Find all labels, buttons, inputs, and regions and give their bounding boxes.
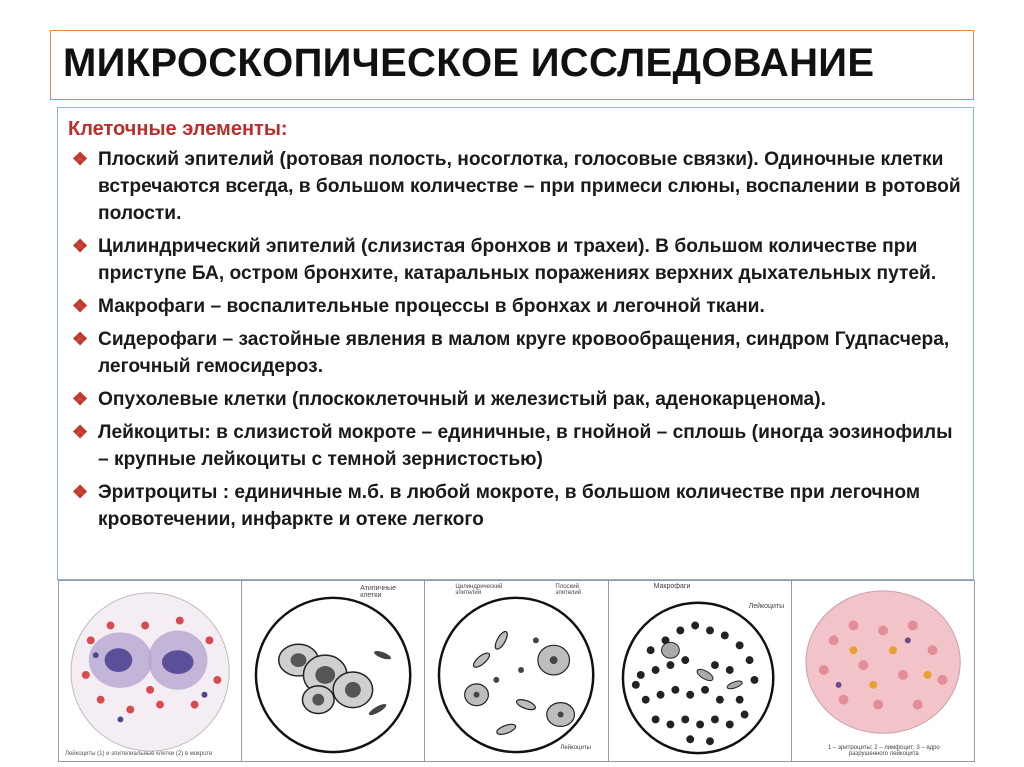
bullet-item: ❖ Опухолевые клетки (плоскоклеточный и железистый рак, аденокарценома). [66, 386, 961, 413]
diamond-bullet-icon: ❖ [72, 482, 89, 502]
figure-caption: Лейкоциты (1) и эпителиальные клетки (2) в мокроте [65, 751, 213, 757]
diamond-bullet-icon: ❖ [72, 296, 89, 316]
figure-label-macrophages: Макрофаги [653, 583, 691, 590]
section-label: Клеточные элементы: [68, 118, 288, 140]
smear-illustration [59, 581, 241, 761]
figure-erythrocytes [791, 580, 975, 762]
figure-label: Атипичные клетки [360, 585, 396, 599]
figure-label-leukocytes: Лейкоциты [560, 745, 591, 751]
figure-caption: 1 – эритроциты; 2 – лимфоцит; 3 – ядро разрушенного лейкоцита [827, 745, 940, 757]
figure-label-leukocytes: Лейкоциты [748, 603, 785, 610]
bullet-item: ❖ Плоский эпителий (ротовая полость, носоглотка, голосовые связки). Одиночные клетки встречаются всегда, в большом количестве – при примеси слюны, воспалении в ротовой полости. [66, 146, 961, 227]
atypical-cells-illustration [242, 581, 424, 761]
figure-label-cylindrical: Цилиндрический эпителий [455, 584, 503, 596]
bullet-item: ❖ Цилиндрический эпителий (слизистая бронхов и трахеи). В большом количестве при приступе БА, остром бронхите, катаральных поражениях верхних дыхательных путей. [66, 233, 961, 287]
figure-label-flat: Плоский эпителий [555, 584, 582, 596]
figure-macrophages [608, 580, 792, 762]
diamond-bullet-icon: ❖ [72, 236, 89, 256]
bullet-item: ❖ Макрофаги – воспалительные процессы в бронхах и легочной ткани. [66, 293, 961, 320]
bullet-item: ❖ Лейкоциты: в слизистой мокроте – единичные, в гнойной – сплошь (иногда эозинофилы – крупные лейкоциты с темной зернистостью) [66, 419, 961, 473]
figure-strip [58, 580, 974, 762]
bullet-item: ❖ Сидерофаги – застойные явления в малом круге кровообращения, синдром Гудпасчера, легочный гемосидероз. [66, 326, 961, 380]
diamond-bullet-icon: ❖ [72, 389, 89, 409]
bullet-list [66, 146, 961, 539]
figure-atypical-cells [241, 580, 425, 762]
diamond-bullet-icon: ❖ [72, 329, 89, 349]
diamond-bullet-icon: ❖ [72, 149, 89, 169]
bullet-item: ❖ Эритроциты : единичные м.б. в любой мокроте, в большом количестве при легочном кровотечении, инфаркте и отеке легкого [66, 479, 961, 533]
title-box [50, 30, 974, 100]
page-title: МИКРОСКОПИЧЕСКОЕ ИССЛЕДОВАНИЕ [63, 41, 875, 85]
figure-epithelium [424, 580, 608, 762]
epithelium-illustration [425, 581, 607, 761]
content-box [57, 107, 974, 580]
diamond-bullet-icon: ❖ [72, 422, 89, 442]
figure-leukocytes-epithelial [58, 580, 242, 762]
erythrocytes-illustration [792, 581, 974, 761]
